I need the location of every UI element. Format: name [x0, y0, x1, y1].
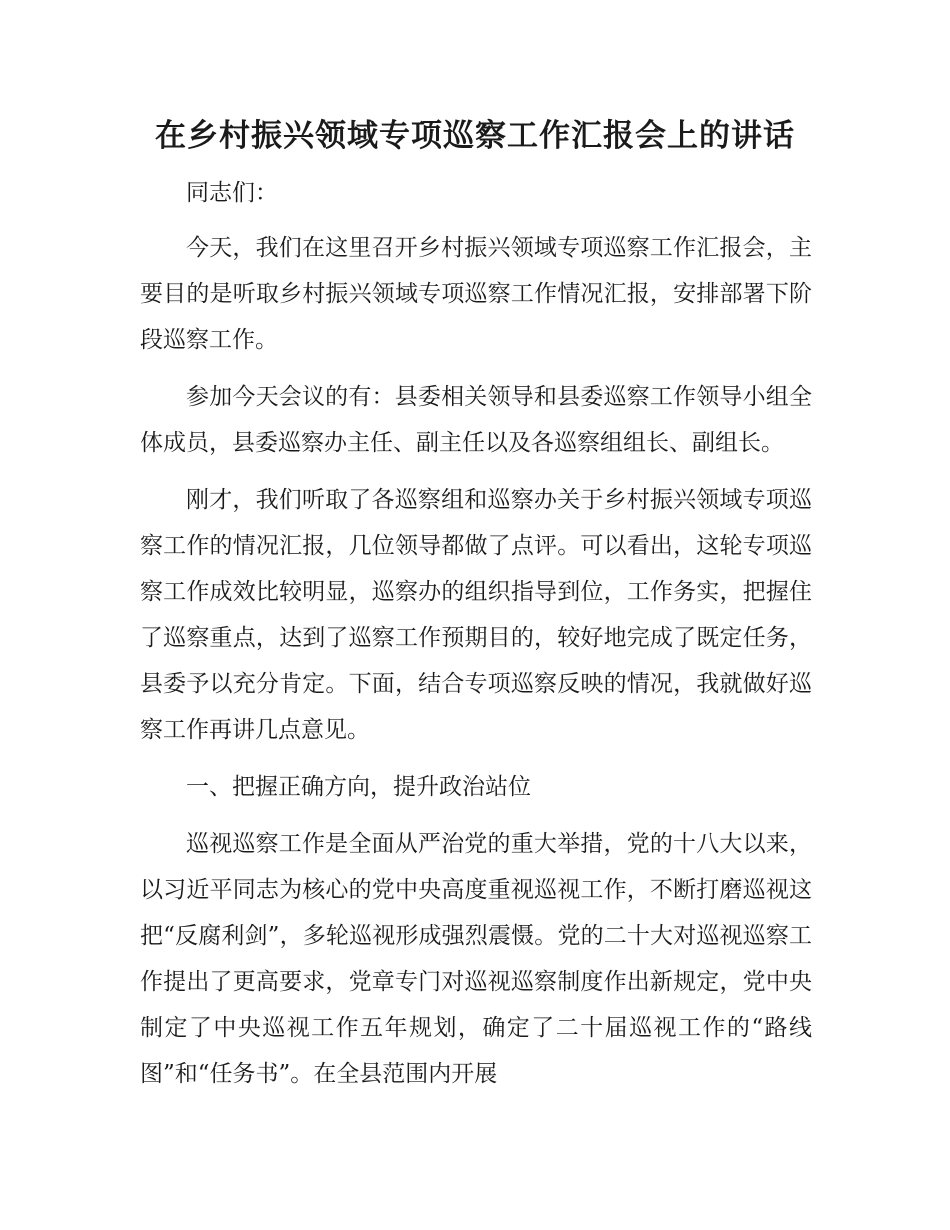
paragraph-review: 刚才，我们听取了各巡察组和巡察办关于乡村振兴领域专项巡察工作的情况汇报，几位领导都做了点评。可以看出，这轮专项巡察工作成效比较明显，巡察办的组织指导到位，工作务实，把握住了巡察重点，达到了巡察工作预期目的，较好地完成了既定任务，县委予以充分肯定。下面，结合专项巡察反映的情况，我就做好巡察工作再讲几点意见。 — [140, 487, 812, 743]
salutation: 同志们： — [186, 180, 278, 206]
section-one-paragraph: 巡视巡察工作是全面从严治党的重大举措，党的十八大以来，以习近平同志为核心的党中央高度重视巡视工作，不断打磨巡视这把“反腐利剑”，多轮巡视形成强烈震慑。党的二十大对巡视巡察工作提出了更高要求，党章专门对巡视巡察制度作出新规定，党中央制定了中央巡视工作五年规划，确定了二十届巡视工作的“路线图”和“任务书”。在全县范围内开展 — [140, 831, 812, 1087]
section-heading-one: 一、把握正确方向，提升政治站位 — [186, 774, 531, 800]
document-body — [140, 170, 812, 1108]
document-title: 在乡村振兴领域专项巡察工作汇报会上的讲话 — [155, 118, 795, 154]
paragraph-opening: 今天，我们在这里召开乡村振兴领域专项巡察工作汇报会，主要目的是听取乡村振兴领域专项巡察工作情况汇报，安排部署下阶段巡察工作。 — [140, 235, 812, 353]
paragraph-attendees: 参加今天会议的有：县委相关领导和县委巡察工作领导小组全体成员，县委巡察办主任、副主任以及各巡察组组长、副组长。 — [140, 384, 812, 456]
